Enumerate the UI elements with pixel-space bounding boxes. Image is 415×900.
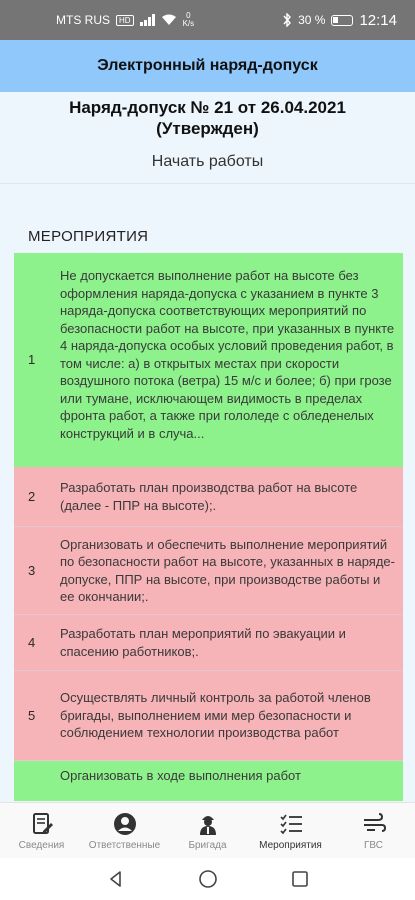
nav-label: Мероприятия <box>259 840 322 851</box>
measure-text: Не допускается выполнение работ на высоте без оформления наряда-допуска с указанием в пункте 3 наряда-допуска соответствующих мероприятий по безопасности работ на высоте, при указанных в пункте 4 наряда-допуска особых условий проведения работ, в том числе: а) в открытых местах при скорости воздушного потока (ветра) 15 м/с и более; б) при грозе или тумане, исключающем видимость в пределах фронта работ, а также при гололеде с обледенелых конструкций и в случа... <box>60 268 395 441</box>
measure-number: 1 <box>28 352 36 367</box>
nav-item-responsible[interactable] <box>83 803 166 858</box>
nav-label: Бригада <box>188 840 227 851</box>
document-edit-icon <box>29 811 55 837</box>
nav-item-measures[interactable] <box>249 803 332 858</box>
battery-icon <box>331 15 353 26</box>
measure-text: Осуществлять личный контроль за работой членов бригады, выполнением ими мер безопасности и соблюдением технологии производства работ <box>60 690 371 741</box>
measure-text: Организовать и обеспечить выполнение мероприятий по безопасности работ на высоте, указанных в наряде-допуске, ППР на высоте, при производстве работы и ее окончании;. <box>60 536 395 604</box>
measure-row[interactable] <box>14 671 403 761</box>
app-bar <box>0 40 415 92</box>
recents-icon[interactable] <box>290 869 310 889</box>
signal-icon <box>140 14 155 26</box>
nav-label: ГВС <box>364 840 383 851</box>
nav-item-info[interactable] <box>0 803 83 858</box>
network-badge: HD <box>116 15 134 26</box>
status-bar-left <box>56 12 194 28</box>
section-title-measures: МЕРОПРИЯТИЯ <box>28 228 149 245</box>
document-status: (Утвержден) <box>156 119 259 138</box>
battery-percent: 30 % <box>298 13 326 27</box>
document-title-line1: Наряд-допуск № 21 от 26.04.2021 <box>69 98 346 117</box>
status-bar-right <box>282 12 397 29</box>
bluetooth-icon <box>282 13 292 27</box>
app-title: Электронный наряд-допуск <box>97 57 318 74</box>
system-navigation-bar <box>0 858 415 900</box>
measure-row[interactable] <box>14 761 403 801</box>
measure-number: 5 <box>28 708 36 723</box>
main-content[interactable] <box>0 92 415 802</box>
divider <box>0 183 415 184</box>
speed-unit: K/s <box>182 19 195 28</box>
measure-text: Разработать план производства работ на высоте (далее - ППР на высоте);. <box>60 480 358 513</box>
network-speed <box>183 12 195 28</box>
nav-item-brigade[interactable] <box>166 803 249 858</box>
measure-number: 3 <box>28 563 36 578</box>
speed-value: 0 <box>186 11 191 20</box>
nav-item-gvs[interactable] <box>332 803 415 858</box>
measures-list <box>14 253 403 801</box>
nav-label: Сведения <box>18 840 65 851</box>
home-icon[interactable] <box>198 869 218 889</box>
checklist-icon <box>278 811 304 837</box>
measure-text: Разработать план мероприятий по эвакуации и спасению работников;. <box>60 626 346 659</box>
measure-row[interactable] <box>14 527 403 615</box>
worker-icon <box>195 811 221 837</box>
measure-text: Организовать в ходе выполнения работ <box>60 768 301 783</box>
measure-row[interactable] <box>14 615 403 671</box>
measure-number: 2 <box>28 489 36 504</box>
back-icon[interactable] <box>106 869 126 889</box>
measure-number: 4 <box>28 635 36 650</box>
nav-label: Ответственные <box>88 840 161 851</box>
document-title <box>0 92 415 139</box>
carrier-label: MTS RUS <box>56 13 110 27</box>
measure-row[interactable] <box>14 467 403 527</box>
measure-row[interactable] <box>14 253 403 467</box>
status-bar <box>0 0 415 40</box>
wifi-icon <box>161 14 177 26</box>
wind-icon <box>361 811 387 837</box>
person-circle-icon <box>112 811 138 837</box>
bottom-navigation <box>0 802 415 858</box>
start-work-link[interactable]: Начать работы <box>151 153 264 170</box>
clock: 12:14 <box>359 11 397 29</box>
